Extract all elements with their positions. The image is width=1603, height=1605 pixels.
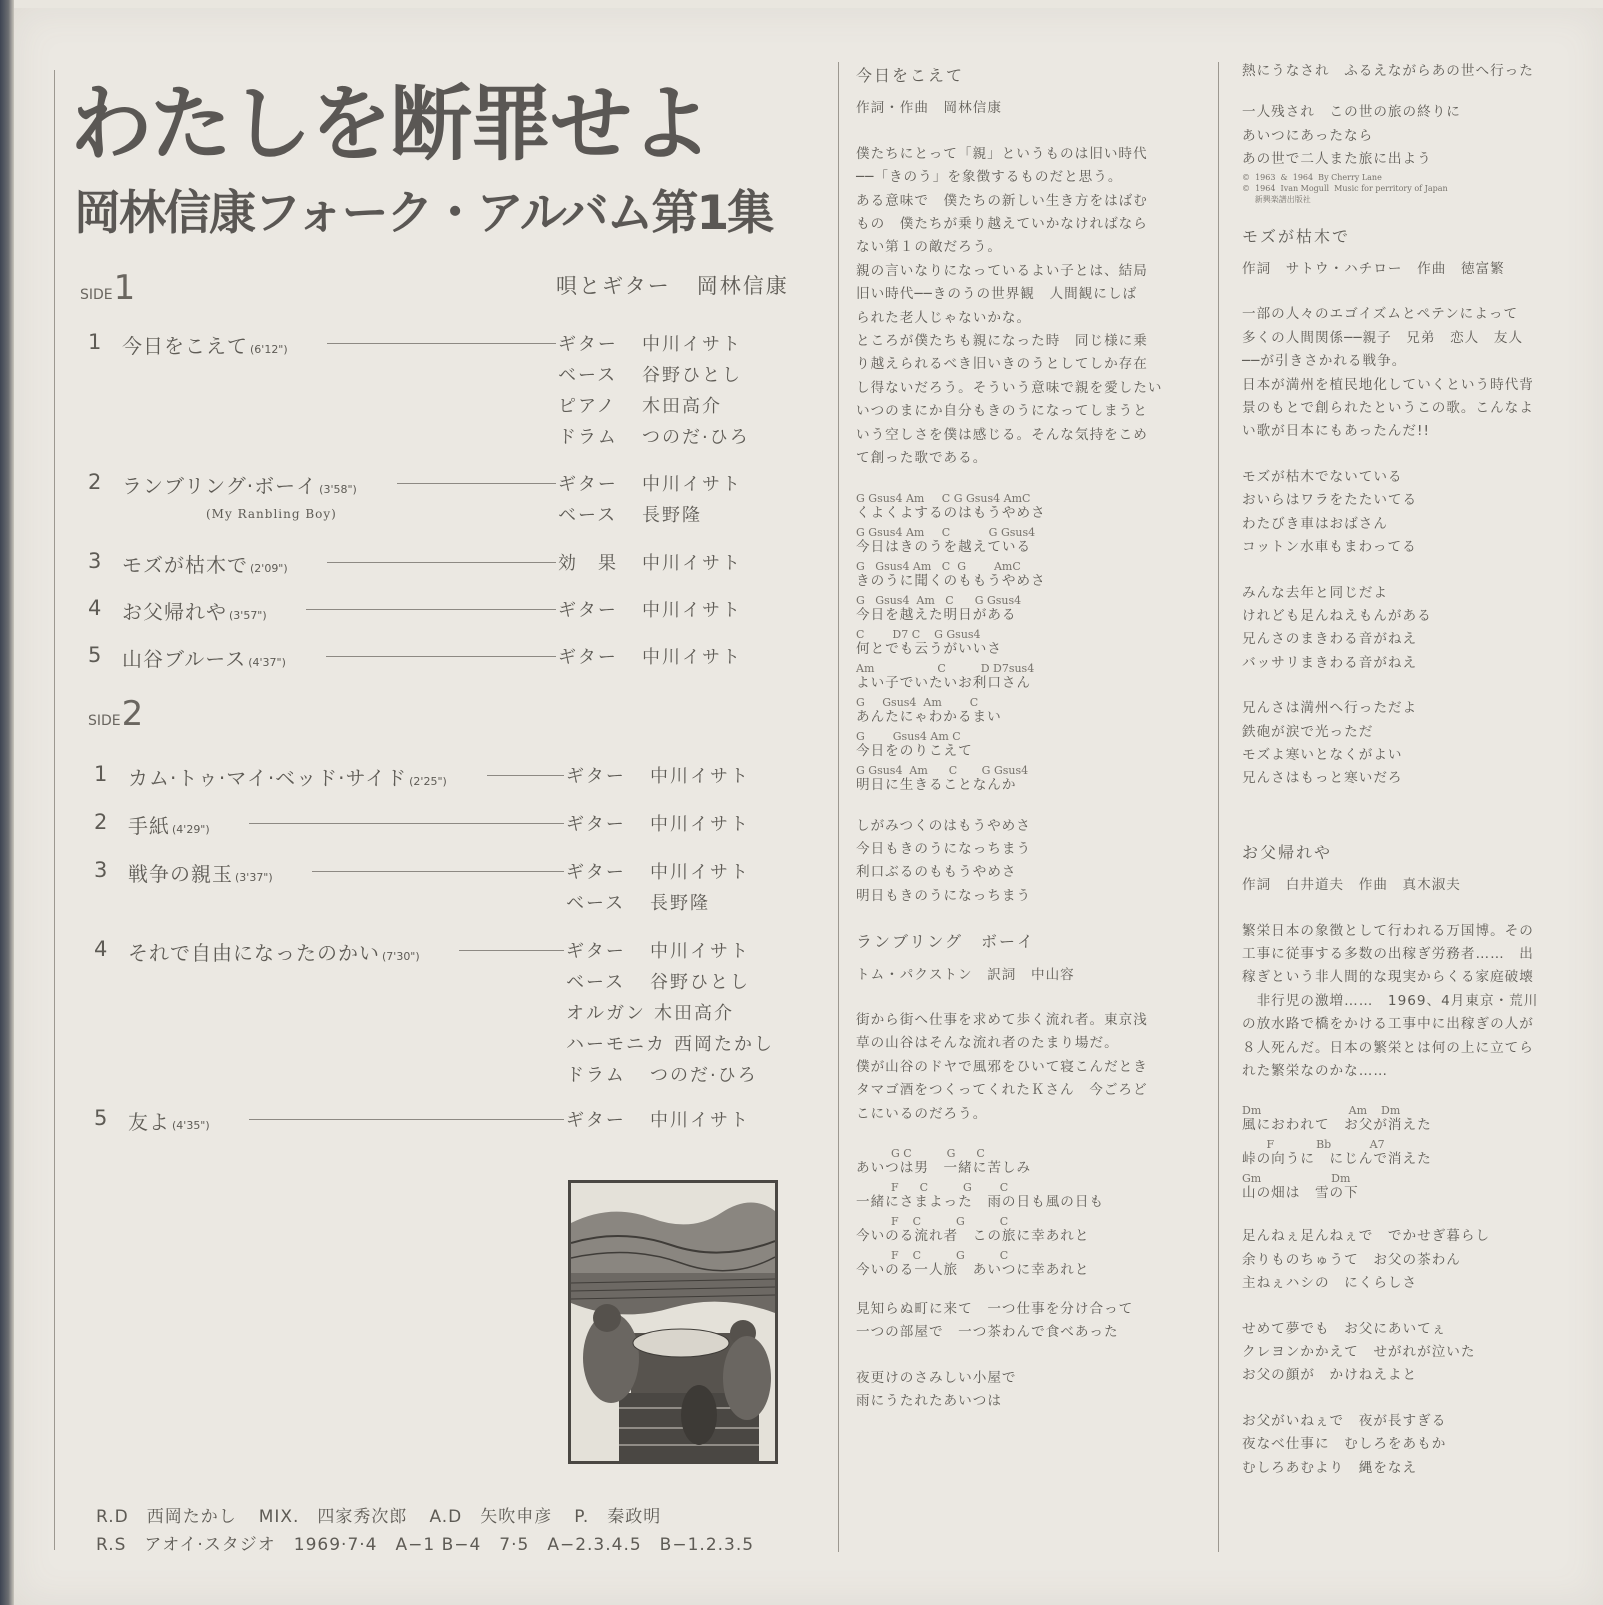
- instrument: ギター: [558, 647, 618, 668]
- recording-studio: R.S アオイ·スタジオ 1969·7·4 A−1 B−4 7·5 A−2.3.4.5 B−1.2.3.5: [96, 1535, 755, 1555]
- chord-line: G Gsus4 Am C G Gsus4: [856, 763, 1029, 777]
- musician-name: 長野隆: [650, 893, 710, 914]
- song-lyrics: [856, 1148, 1162, 1280]
- song-verse: しがみつくのはもうやめさ 今日もきのうになっちまう 利口ぶるのももうやめさ 明日もきのうになっちまう: [856, 817, 1032, 904]
- track-title: [122, 330, 288, 359]
- instrument: ベース: [566, 893, 626, 914]
- lyric-line: 今日を越えた明日がある: [856, 606, 1017, 623]
- musician-credit: [558, 549, 742, 575]
- song-verse: 夜更けのさみしい小屋で 雨にうたれたあいつは: [856, 1369, 1017, 1410]
- chord-line: G Gsus4 Am C G AmC: [856, 559, 1021, 573]
- leader-line: [487, 775, 564, 776]
- instrument: ドラム: [566, 1065, 626, 1086]
- musician-name: 中川イサト: [650, 766, 750, 787]
- musician-name: 谷野ひとし: [642, 365, 742, 386]
- divider-col3: [1218, 62, 1219, 1552]
- track-row: [94, 810, 564, 838]
- track-row: [88, 330, 556, 358]
- track-row: [94, 858, 564, 886]
- lyrics-column-2: [856, 64, 1162, 1436]
- song-essay: 繁栄日本の象徴として行われる万国博。その 工事に従事する多数の出稼ぎ労務者…… 出 稼ぎという非人間的な現実からくる家庭破壊 非行児の激増…… 1969、4月東京・荒川 の放水路で橋をかける工事中に出稼ぎの人が ８人死んだ。日本の繁栄とは何の上に立てら れた繁栄なのかな……: [1242, 922, 1539, 1079]
- track-number: 3: [94, 858, 108, 882]
- track-number: 4: [88, 596, 102, 620]
- track-row: [94, 1106, 564, 1134]
- musician-credit: [558, 392, 722, 418]
- lyric-line: 何とでも云うがいいさ: [856, 640, 1002, 657]
- track-number: 4: [94, 937, 108, 961]
- leader-line: [327, 343, 556, 344]
- credit-p: P. 秦政明: [574, 1507, 662, 1527]
- track-duration: (6'12"): [250, 343, 288, 356]
- song-title: お父帰れや: [1242, 842, 1333, 862]
- side-number: 2: [121, 694, 144, 734]
- track-title-text: 今日をこえて: [122, 334, 248, 358]
- song-verse: 見知らぬ町に来て 一つ仕事を分け合って 一つの部屋で 一つ茶わんで食べあった: [856, 1300, 1134, 1341]
- track-row: [94, 762, 564, 790]
- song-verse: 兄んさは満州へ行っただよ 鉄砲が涙で光っただ モズよ寒いとなくがよい 兄んさはもっと寒いだろ: [1242, 700, 1418, 787]
- song-verse: せめて夢でも お父にあいてぇ クレヨンかかえて せがれが泣いた お父の顔が かけねえよと: [1242, 1320, 1476, 1384]
- album-title: わたしを断罪せよ: [70, 77, 711, 172]
- chord-line: F Bb A7: [1242, 1138, 1385, 1152]
- chord-line: G Gsus4 Am C G Gsus4 AmC: [856, 491, 1031, 505]
- musician-credit: [566, 762, 750, 788]
- track-number: 5: [88, 643, 102, 667]
- leader-line: [249, 1119, 564, 1120]
- musician-credit: [566, 1061, 758, 1087]
- track-title-text: それで自由になったのかい: [128, 941, 380, 965]
- track-title-text: 戦争の親玉: [128, 862, 233, 886]
- song-essay: 僕たちにとって「親」というものは旧い時代 ──「きのう」を象徴するものだと思う。 ある意味で 僕たちの新しい生き方をはばむ もの 僕たちが乗り越えていかなければなら ない第１の敵だろう。 親の言いなりになっているよい子とは、結局 旧い時代──きのうの世界観 人間観にしば られた老人じゃないかな。 ところが僕たちも親になった時 同じ様に乗 り越えられるべき旧いきのうとしてしか存在 し得ないだろう。そういう意味で親を愛したい いつのまにか自分もきのうになってしまうと いう空しさを僕は感じる。そんな気持をこめ て創った歌である。: [856, 145, 1163, 467]
- track-duration: (7'30"): [382, 950, 420, 963]
- instrument: ギター: [566, 766, 626, 787]
- track-title: [122, 470, 357, 499]
- track-title-text: お父帰れや: [122, 600, 227, 624]
- song-title: ランブリング ボーイ: [856, 932, 1036, 952]
- musician-credit: [558, 361, 742, 387]
- track-number: 5: [94, 1106, 108, 1130]
- song-verse: 一人残され この世の旅の終りに あいつにあったなら あの世で二人また旅に出よう: [1242, 104, 1461, 168]
- musician-name: 中川イサト: [642, 474, 742, 495]
- song-essay: 街から街へ仕事を求めて歩く流れ者。東京浅 草の山谷はそんな流れ者のたまり場だ。 僕が山谷のドヤで風邪をひいて寝こんだとき タマゴ酒をつくってくれたＫさん 今ごろど こにいるのだろう。: [856, 1011, 1148, 1122]
- leader-line: [312, 871, 564, 872]
- track-title-text: ランブリング·ボーイ: [122, 474, 318, 498]
- chord-line: F C G C: [856, 1180, 1009, 1194]
- musician-name: 中川イサト: [650, 862, 750, 883]
- credit-rd: R.D 西岡たかし: [96, 1507, 237, 1527]
- musician-name: 中川イサト: [650, 1110, 750, 1131]
- vocal-credit: [556, 270, 789, 300]
- musician-credit: [566, 968, 750, 994]
- track-duration: (4'35"): [172, 1119, 210, 1132]
- track-title: [128, 858, 273, 887]
- track-row: [88, 643, 556, 671]
- musician-name: つのだ·ひろ: [642, 427, 750, 448]
- lyrics-column-3: [1242, 60, 1538, 1502]
- track-duration: (3'37"): [235, 871, 273, 884]
- track-row: [88, 470, 556, 498]
- instrument: ギター: [566, 862, 626, 883]
- track-row: [88, 549, 556, 577]
- leader-line: [397, 483, 556, 484]
- leader-line: [459, 950, 564, 951]
- instrument: ドラム: [558, 427, 618, 448]
- track-number: 1: [88, 330, 102, 354]
- musician-credit: [558, 596, 742, 622]
- track-duration: (4'37"): [248, 656, 286, 669]
- instrument: ギター: [558, 600, 618, 621]
- track-title: [128, 1106, 210, 1135]
- lyric-line: よい子でいたいお利口さん: [856, 674, 1032, 691]
- lyric-line: 今日をのりこえて: [856, 742, 973, 759]
- album-subtitle: 岡林信康フォーク・アルバム第1集: [74, 186, 773, 241]
- song-author: 作詞 白井道夫 作曲 真木淑夫: [1242, 877, 1461, 894]
- musician-name: つのだ·ひろ: [650, 1065, 758, 1086]
- woodcut-image: [571, 1183, 775, 1461]
- leader-line: [327, 562, 556, 563]
- chord-line: F C G C: [856, 1214, 1009, 1228]
- side-word: SIDE: [88, 713, 121, 729]
- track-title-text: 友よ: [128, 1110, 170, 1134]
- song-essay: 一部の人々のエゴイズムとペテンによって 多くの人間関係──親子 兄弟 恋人 友人 ──が引きさかれる戦争。 日本が満州を植民地化していくという時代背 景のもとで創られたというこの歌。こんなよ い歌が日本にもあったんだ!!: [1242, 306, 1534, 440]
- chord-line: G Gsus4 Am C: [856, 729, 961, 743]
- track-duration: (3'57"): [229, 609, 267, 622]
- divider-left: [54, 70, 55, 1550]
- lyric-line: 風におわれて お父が消えた: [1242, 1117, 1432, 1134]
- song-title: 今日をこえて: [856, 66, 965, 85]
- lyric-line: あいつは男 一緒に苦しみ: [856, 1159, 1032, 1176]
- song-lyrics: [856, 493, 1162, 795]
- track-title-text: モズが枯木で: [122, 553, 248, 577]
- track-row: [94, 937, 564, 965]
- musician-name: 中川イサト: [642, 647, 742, 668]
- track-title: [122, 549, 288, 578]
- instrument: ギター: [566, 941, 626, 962]
- lyric-line: 峠の向うに にじんで消えた: [1242, 1151, 1432, 1168]
- song-lyrics: [1242, 1105, 1538, 1203]
- leader-line: [326, 656, 556, 657]
- production-credits: [96, 1502, 683, 1527]
- musician-credit: [558, 330, 742, 356]
- instrument: ギター: [566, 814, 626, 835]
- musician-name: 長野隆: [642, 505, 702, 526]
- leader-line: [249, 823, 564, 824]
- musician-name: 中川イサト: [650, 941, 750, 962]
- track-title: [128, 762, 447, 791]
- vocal-label: 唄とギター: [556, 274, 671, 298]
- vocal-name: 岡林信康: [696, 274, 789, 298]
- musician-name: 中川イサト: [642, 600, 742, 621]
- instrument: ギター: [566, 1110, 626, 1131]
- track-title: [128, 937, 420, 966]
- musician-name: 谷野ひとし: [650, 972, 750, 993]
- track-number: 3: [88, 549, 102, 573]
- musician-credit: [558, 470, 742, 496]
- musician-name: 西岡たかし: [674, 1034, 774, 1055]
- musician-credit: [558, 643, 742, 669]
- musician-credit: [566, 858, 750, 884]
- track-number: 1: [94, 762, 108, 786]
- musician-credit: [566, 1106, 750, 1132]
- chord-line: F C G C: [856, 1248, 1009, 1262]
- song-verse: みんな去年と同じだよ けれども足んねえもんがある 兄んさのまきわる音がねえ バッサリまきわる音がねえ: [1242, 584, 1432, 671]
- track-number: 2: [94, 810, 108, 834]
- lyric-line: 山の畑は 雪の下: [1242, 1185, 1359, 1202]
- song-author: 作詞・作曲 岡林信康: [856, 100, 1002, 117]
- chord-line: G Gsus4 Am C G Gsus4: [856, 593, 1022, 607]
- musician-name: 中川イサト: [642, 553, 742, 574]
- lyric-line: 今いのる流れ者 この旅に幸あれと: [856, 1227, 1090, 1244]
- lyric-line: 今日はきのうを越えている: [856, 538, 1032, 555]
- instrument: ピアノ: [558, 396, 617, 417]
- chord-line: Gm Dm: [1242, 1172, 1351, 1186]
- track-row: [88, 596, 556, 624]
- chord-line: G Gsus4 Am C G Gsus4: [856, 525, 1036, 539]
- track-duration: (3'58"): [319, 483, 357, 496]
- musician-credit: [558, 501, 702, 527]
- musician-credit: [566, 999, 734, 1025]
- instrument: ギター: [558, 474, 618, 495]
- divider-col2: [838, 62, 839, 1552]
- track-duration: (4'29"): [172, 823, 210, 836]
- leader-line: [306, 609, 556, 610]
- lyric-line: きのうに聞くのももうやめさ: [856, 572, 1046, 589]
- chord-line: C D7 C G Gsus4: [856, 627, 981, 641]
- instrument: 効 果: [558, 553, 618, 574]
- track-english-title: (My Ranbling Boy): [206, 507, 337, 521]
- copyright-notice: © 1963 & 1964 By Cherry Lane © 1964 Ivan Mogull Music for perritory of Japan 新興楽譜出版社: [1242, 172, 1448, 204]
- song-title: モズが枯木で: [1242, 226, 1351, 246]
- credit-mix: MIX. 四家秀次郎: [258, 1507, 408, 1527]
- chord-line: G Gsus4 Am C: [856, 695, 979, 709]
- lyric-line: 今いのる一人旅 あいつに幸あれと: [856, 1261, 1090, 1278]
- track-duration: (2'09"): [250, 562, 288, 575]
- song-verse: 足んねぇ足んねぇで でかせぎ暮らし 余りものちゅうて お父の茶わん 主ねぇハシの にくらしさ: [1242, 1228, 1491, 1292]
- lyric-line: 明日に生きることなんか: [856, 776, 1017, 793]
- track-title: [122, 643, 286, 672]
- sleeve-edge: [0, 0, 14, 1605]
- musician-credit: [566, 937, 750, 963]
- instrument: ギター: [558, 334, 618, 355]
- song-verse: モズが枯木でないている おいらはワラをたたいてる わたびき車はおばさん コットン水車もまわってる: [1242, 468, 1418, 556]
- instrument: ベース: [558, 505, 618, 526]
- side-label: [80, 268, 135, 308]
- chord-line: G C G C: [856, 1146, 985, 1160]
- musician-credit: [566, 889, 710, 915]
- side-label: [88, 694, 143, 734]
- track-title-text: 山谷ブルース: [122, 647, 247, 671]
- track-title: [122, 596, 267, 625]
- musician-name: 木田高介: [642, 396, 722, 417]
- musician-name: 中川イサト: [642, 334, 742, 355]
- chord-line: Am C D D7sus4: [856, 661, 1035, 675]
- musician-credit: [558, 423, 750, 449]
- track-title-text: 手紙: [128, 814, 170, 838]
- song-author: 作詞 サトウ・ハチロー 作曲 徳富繁: [1242, 261, 1505, 278]
- credit-ad: A.D 矢吹申彦: [429, 1507, 553, 1527]
- instrument: ベース: [558, 365, 618, 386]
- lyric-line: あんたにゃわかるまい: [856, 708, 1002, 725]
- musician-name: 中川イサト: [650, 814, 750, 835]
- instrument: オルガン: [566, 1003, 646, 1024]
- track-duration: (2'25"): [409, 775, 447, 788]
- instrument: ハーモニカ: [566, 1034, 666, 1055]
- song-verse: お父がいねぇで 夜が長すぎる 夜なべ仕事に むしろをあもか むしろあむより 縄をなえ: [1242, 1412, 1447, 1476]
- lyric-line: 一緒にさまよった 雨の日も風の日も: [856, 1193, 1105, 1210]
- song-author: トム・パクストン 訳詞 中山容: [856, 966, 1075, 983]
- side-word: SIDE: [80, 287, 113, 303]
- chord-line: Dm Am Dm: [1242, 1104, 1401, 1118]
- side-number: 1: [113, 268, 136, 308]
- lyric-line: くよくよするのはもうやめさ: [856, 504, 1046, 521]
- track-title-text: カム·トゥ·マイ·ベッド·サイド: [128, 766, 408, 790]
- track-title: [128, 810, 210, 839]
- track-number: 2: [88, 470, 102, 494]
- musician-credit: [566, 810, 750, 836]
- musician-name: 木田高介: [654, 1003, 734, 1024]
- song-verse: 熱にうなされ ふるえながらあの世へ行った: [1242, 63, 1534, 79]
- woodcut-illustration: [568, 1180, 778, 1464]
- musician-credit: [566, 1030, 774, 1056]
- instrument: ベース: [566, 972, 626, 993]
